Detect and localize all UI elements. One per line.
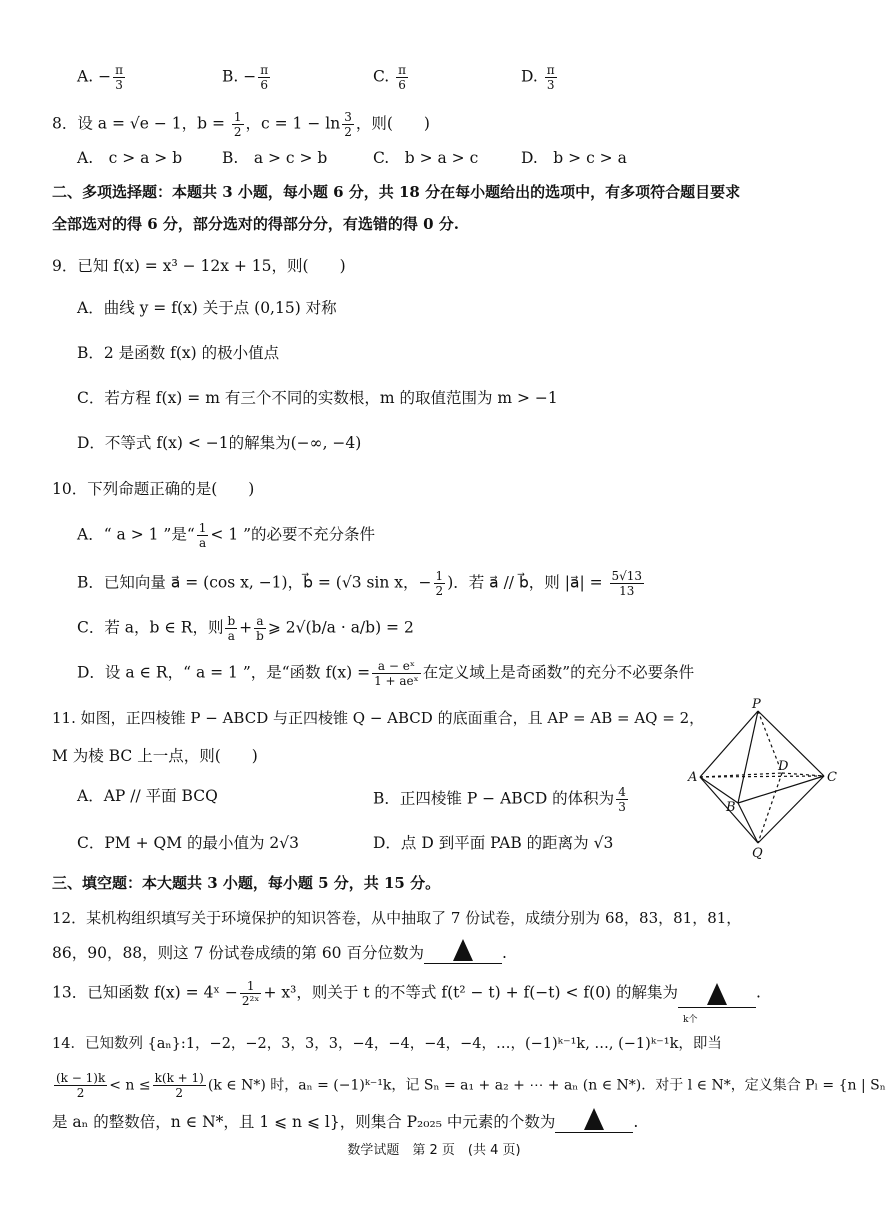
q10-option-b: B．已知向量 a⃗ = (cos x, −1)，b⃗ = (√3 sin x，− $\frac{1}{2}$ )．若 a⃗ // b⃗，则 |a⃗| = $\frac{5√13}{13}$ — [77, 569, 643, 598]
q7-option-c: C. $\frac{\pi}{6}$ — [373, 63, 407, 92]
q14-line3: 是 aₙ 的整数倍，n ∈ N*，且 1 ⩽ n ⩽ l}，则集合 P₂₀₂₅ 中元素的个数为 . — [52, 1110, 638, 1133]
q11-option-d: D．点 D 到平面 PAB 的距离为 √3 — [373, 834, 614, 852]
label-a: A — [688, 770, 698, 785]
q7-option-a: A. − $\frac{\pi}{3}$ — [77, 63, 123, 92]
q12-line1: 12．某机构组织填写关于环境保护的知识答卷，从中抽取了 7 份试卷，成绩分别为 68，83，81，81， — [52, 909, 742, 927]
section3-title: 三、填空题：本大题共 3 小题，每小题 5 分，共 15 分。 — [52, 874, 441, 892]
triangle-icon — [584, 1108, 604, 1130]
q9-option-d: D．不等式 f(x) < −1的解集为(−∞, −4) — [77, 434, 362, 452]
q9-stem: 9．已知 f(x) = x³ − 12x + 15，则( ) — [52, 257, 346, 275]
q7-option-d: D. $\frac{\pi}{3}$ — [521, 63, 555, 92]
q11-option-b: B．正四棱锥 P − ABCD 的体积为 $\frac{4}{3}$ — [373, 785, 626, 814]
section2-line1: 二、多项选择题：本题共 3 小题，每小题 6 分，共 18 分在每小题给出的选项中，有多项符合题目要求 — [52, 183, 741, 201]
q11-option-c: C．PM + QM 的最小值为 2√3 — [77, 834, 300, 852]
edge-pb — [738, 711, 758, 803]
q8-option-a: A. c > a > b — [77, 149, 183, 167]
edge-pc — [758, 711, 824, 776]
label-d: D — [778, 759, 789, 774]
label-c: C — [827, 770, 837, 785]
q12-line2: 86，90，88，则这 7 份试卷成绩的第 60 百分位数为 . — [52, 941, 507, 964]
q11-stem-line2: M 为棱 BC 上一点，则( ) — [52, 747, 258, 765]
q10-option-a: A．“ a > 1 ”是“ $\frac{1}{a}$ < 1 ”的必要不充分条件 — [77, 521, 376, 550]
q10-option-c: C．若 a，b ∈ R，则 $\frac{b}{a}$ + $\frac{a}{b}$ ⩾ 2√(b/a · a/b) = 2 — [77, 614, 414, 643]
q12-answer-blank — [424, 941, 502, 964]
label-p: P — [752, 697, 761, 712]
q14-line1: 14．已知数列 {aₙ}:1，−2，−2，3，3，3，−4，−4，−4，−4，…，(−1)ᵏ⁻¹k, …, (−1)ᵏ⁻¹k，即当 — [52, 1036, 722, 1052]
label-b: B — [726, 800, 736, 815]
q11-stem-line1: 11. 如图，正四棱锥 P − ABCD 与正四棱锥 Q − ABCD 的底面重合，且 AP = AB = AQ = 2， — [52, 709, 705, 727]
triangle-icon — [707, 983, 727, 1005]
q9-option-c: C．若方程 f(x) = m 有三个不同的实数根，m 的取值范围为 m > −1 — [77, 389, 558, 407]
q14-answer-blank — [555, 1110, 633, 1133]
q14-line2: $\frac{(k - 1)k}{2}$ < n ≤ $\frac{k(k + 1)}{2}$ (k ∈ N*) 时，aₙ = (−1)ᵏ⁻¹k，记 Sₙ = a₁ + a₂ + ⋯ + aₙ (n ∈ N*)．对于 l ∈ N*，定义集合 Pₗ = {n | Sₙ — [56, 1071, 886, 1100]
q8-stem: 8．设 a = √e − 1，b = $\frac{1}{2}$ ，c = 1 − ln $\frac{3}{2}$ ，则( ) — [52, 110, 430, 139]
q10-stem: 10．下列命题正确的是( ) — [52, 480, 255, 498]
q8-option-d: D. b > c > a — [521, 149, 627, 167]
label-q: Q — [752, 846, 763, 861]
q10-option-d: D．设 a ∈ R，“ a = 1 ”，是“函数 f(x) = $\frac{\text{a − eˣ}}{\text{1 + aeˣ}}$ 在定义域上是奇函数”的充分不必要条件 — [77, 659, 695, 688]
q14-annotation: k个 — [683, 1015, 698, 1025]
pyramid-figure — [688, 695, 845, 861]
q11-option-a: A．AP // 平面 BCQ — [77, 787, 218, 805]
page-footer: 数学试题 第 2 页 (共 4 页) — [347, 1143, 521, 1158]
triangle-icon — [453, 939, 473, 961]
q9-option-b: B．2 是函数 f(x) 的极小值点 — [77, 344, 280, 362]
section2-line2: 全部选对的得 6 分，部分选对的得部分分，有选错的得 0 分. — [52, 215, 459, 233]
q13-answer-blank — [678, 985, 756, 1008]
q8-option-b: B. a > c > b — [222, 149, 328, 167]
q7-option-b: B. − $\frac{\pi}{6}$ — [222, 63, 269, 92]
q9-option-a: A．曲线 y = f(x) 关于点 (0,15) 对称 — [77, 299, 337, 317]
edge-pa — [700, 711, 758, 777]
edge-dq — [758, 773, 782, 843]
q8-option-c: C. b > a > c — [373, 149, 479, 167]
q13-stem: 13．已知函数 f(x) = 4ˣ − $\frac{1}{\text{2²ˣ}}$ + x³，则关于 t 的不等式 f(t² − t) + f(−t) < f(0) 的解集为 . — [52, 979, 761, 1008]
